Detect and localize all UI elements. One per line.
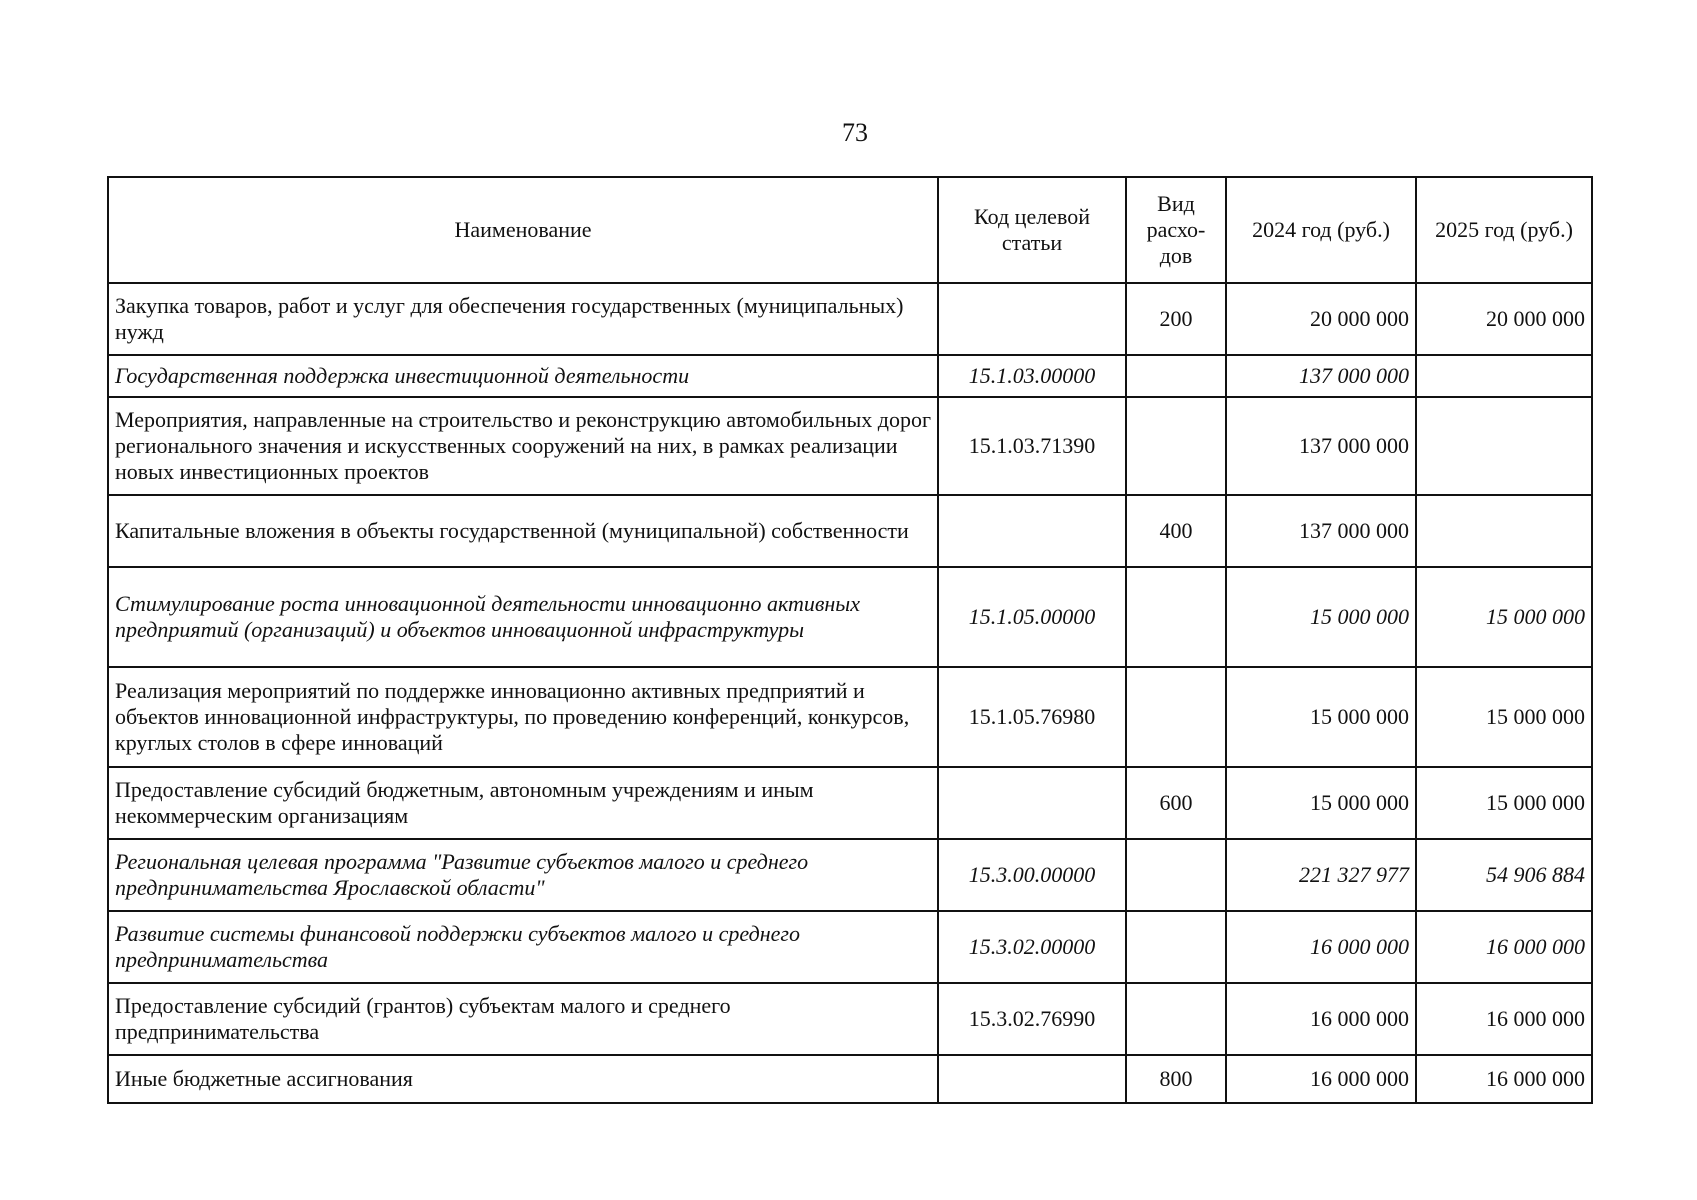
cell-type — [1126, 355, 1226, 397]
cell-name: Государственная поддержка инвестиционной деятельности — [108, 355, 938, 397]
cell-type: 400 — [1126, 495, 1226, 567]
cell-2024: 15 000 000 — [1226, 567, 1416, 667]
cell-type — [1126, 397, 1226, 495]
cell-2024: 15 000 000 — [1226, 667, 1416, 767]
cell-2025: 15 000 000 — [1416, 567, 1592, 667]
cell-code: 15.1.03.00000 — [938, 355, 1126, 397]
table-row — [108, 355, 1592, 397]
table-row — [108, 983, 1592, 1055]
header-code: Код целевой статьи — [938, 177, 1126, 283]
cell-2025: 54 906 884 — [1416, 839, 1592, 911]
cell-2024: 16 000 000 — [1226, 1055, 1416, 1103]
cell-2024: 20 000 000 — [1226, 283, 1416, 355]
cell-2024: 137 000 000 — [1226, 495, 1416, 567]
header-2024: 2024 год (руб.) — [1226, 177, 1416, 283]
table-row — [108, 567, 1592, 667]
cell-2025: 16 000 000 — [1416, 911, 1592, 983]
cell-code: 15.1.05.00000 — [938, 567, 1126, 667]
cell-code — [938, 767, 1126, 839]
cell-2025: 15 000 000 — [1416, 767, 1592, 839]
table-row — [108, 911, 1592, 983]
header-type: Вид расхо-дов — [1126, 177, 1226, 283]
table-row — [108, 1055, 1592, 1103]
cell-name: Реализация мероприятий по поддержке инновационно активных предприятий и объектов инновационной инфраструктуры, по проведению конференций, конкурсов, круглых столов в сфере инноваций — [108, 667, 938, 767]
cell-code — [938, 495, 1126, 567]
cell-name: Стимулирование роста инновационной деятельности инновационно активных предприятий (организаций) и объектов инновационной инфраструктуры — [108, 567, 938, 667]
cell-name: Региональная целевая программа "Развитие субъектов малого и среднего предпринимательства Ярославской области" — [108, 839, 938, 911]
cell-code — [938, 1055, 1126, 1103]
cell-name: Развитие системы финансовой поддержки субъектов малого и среднего предпринимательства — [108, 911, 938, 983]
cell-code: 15.3.00.00000 — [938, 839, 1126, 911]
cell-code: 15.3.02.00000 — [938, 911, 1126, 983]
cell-2025 — [1416, 495, 1592, 567]
cell-2025 — [1416, 355, 1592, 397]
cell-code: 15.3.02.76990 — [938, 983, 1126, 1055]
cell-name: Мероприятия, направленные на строительство и реконструкцию автомобильных дорог регионального значения и искусственных сооружений на них, в рамках реализации новых инвестиционных проектов — [108, 397, 938, 495]
cell-name: Закупка товаров, работ и услуг для обеспечения государственных (муниципальных) нужд — [108, 283, 938, 355]
cell-name: Предоставление субсидий (грантов) субъектам малого и среднего предпринимательства — [108, 983, 938, 1055]
cell-type — [1126, 839, 1226, 911]
cell-2024: 15 000 000 — [1226, 767, 1416, 839]
cell-2025: 16 000 000 — [1416, 1055, 1592, 1103]
cell-code — [938, 283, 1126, 355]
cell-2025: 16 000 000 — [1416, 983, 1592, 1055]
table-row — [108, 397, 1592, 495]
cell-code: 15.1.05.76980 — [938, 667, 1126, 767]
cell-type — [1126, 983, 1226, 1055]
cell-name: Иные бюджетные ассигнования — [108, 1055, 938, 1103]
table-row — [108, 667, 1592, 767]
header-2025: 2025 год (руб.) — [1416, 177, 1592, 283]
table-row — [108, 839, 1592, 911]
cell-type: 600 — [1126, 767, 1226, 839]
header-name: Наименование — [108, 177, 938, 283]
cell-name: Капитальные вложения в объекты государственной (муниципальной) собственности — [108, 495, 938, 567]
cell-type — [1126, 911, 1226, 983]
table-row — [108, 283, 1592, 355]
cell-2025: 20 000 000 — [1416, 283, 1592, 355]
cell-2025 — [1416, 397, 1592, 495]
cell-2024: 137 000 000 — [1226, 355, 1416, 397]
budget-table — [107, 176, 1593, 1104]
cell-code: 15.1.03.71390 — [938, 397, 1126, 495]
page-number: 73 — [842, 118, 868, 147]
cell-2024: 16 000 000 — [1226, 911, 1416, 983]
cell-2024: 137 000 000 — [1226, 397, 1416, 495]
cell-name: Предоставление субсидий бюджетным, автономным учреждениям и иным некоммерческим организациям — [108, 767, 938, 839]
cell-2025: 15 000 000 — [1416, 667, 1592, 767]
table-row — [108, 495, 1592, 567]
cell-2024: 16 000 000 — [1226, 983, 1416, 1055]
table-row — [108, 767, 1592, 839]
cell-type — [1126, 667, 1226, 767]
cell-type: 800 — [1126, 1055, 1226, 1103]
table-header-row — [108, 177, 1592, 283]
cell-type: 200 — [1126, 283, 1226, 355]
cell-type — [1126, 567, 1226, 667]
cell-2024: 221 327 977 — [1226, 839, 1416, 911]
